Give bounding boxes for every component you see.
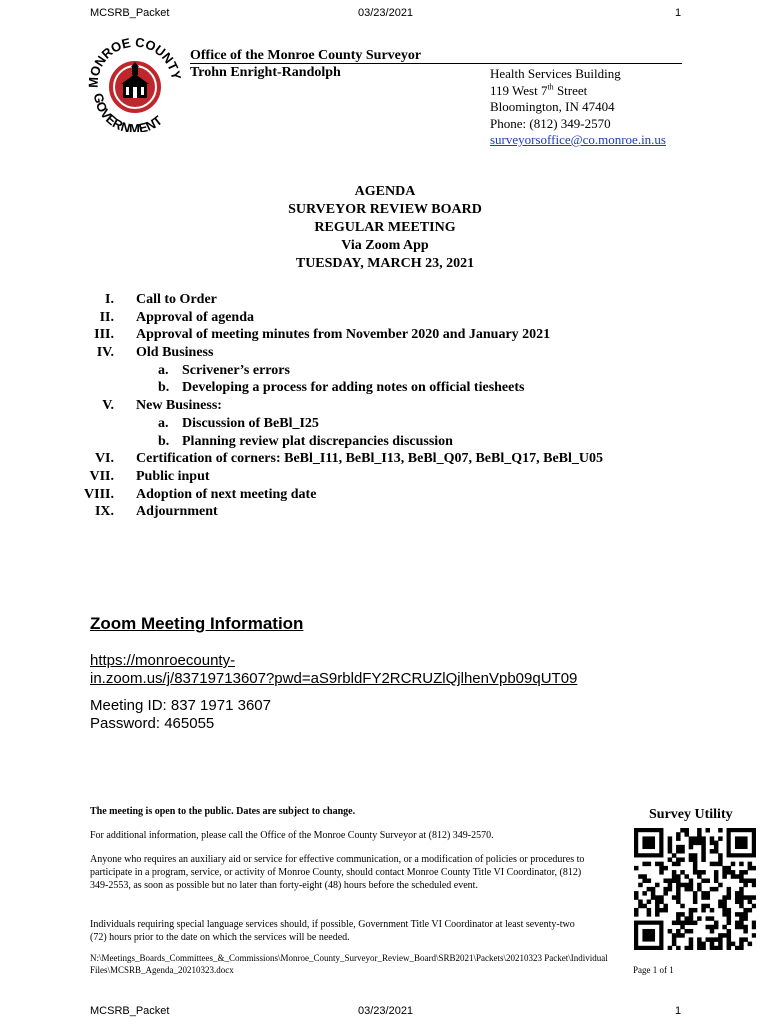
zoom-heading: Zoom Meeting Information: [90, 614, 304, 633]
office-email-link[interactable]: surveyorsoffice@co.monroe.in.us: [490, 132, 666, 147]
street-address: 119 West 7th Street: [490, 82, 588, 98]
office-address: [490, 66, 666, 149]
info-notice: For additional information, please call the Office of the Monroe County Surveyor at (812) 349-2570.: [90, 830, 494, 841]
surveyor-name: Trohn Enright-Randolph: [190, 65, 341, 80]
meeting-type: REGULAR MEETING: [314, 220, 456, 235]
logo-bottom-text: GOVERNMENT: [90, 91, 166, 132]
page-footer-page-number: 1: [675, 1005, 682, 1017]
agenda-subitem: a. Scrivener’s errors: [158, 362, 290, 378]
header-rule: [190, 63, 682, 64]
board-name: SURVEYOR REVIEW BOARD: [288, 202, 482, 217]
agenda-item: IV. Old Business: [96, 345, 214, 361]
agenda-item: VI. Certification of corners: BeBl_I11, BeBl_I13, BeBl_Q07, BeBl_Q17, BeBl_U05: [94, 451, 604, 467]
office-phone: Phone: (812) 349-2570: [490, 115, 611, 131]
agenda-subitem: a. Discussion of BeBl_I25: [158, 415, 319, 431]
agenda-item: VIII. Adoption of next meeting date: [84, 486, 317, 502]
building-name: Health Services Building: [490, 66, 621, 81]
meeting-id: Meeting ID: 837 1971 3607: [90, 697, 271, 714]
zoom-credentials: [90, 697, 271, 733]
survey-utility-qr-code[interactable]: [634, 828, 756, 950]
meeting-date: TUESDAY, MARCH 23, 2021: [295, 256, 475, 271]
agenda-item: IX. Adjournment: [94, 504, 218, 520]
agenda-subitem: b. Developing a process for adding notes on official tiesheets: [158, 380, 525, 396]
agenda-item: V. New Business:: [102, 398, 222, 414]
city-state-zip: Bloomington, IN 47404: [490, 99, 615, 114]
agenda-title-block: [0, 183, 770, 273]
meeting-venue: Via Zoom App: [341, 238, 429, 253]
accessibility-notice: Anyone who requires an auxiliary aid or service for effective communication, or a modification of policies or procedures to participate in a program, service, or activity of Monroe County, should contact Monroe County Title VI Coordinator, (812) 349-2553, as soon as possible but no later than forty-eight (48) hours before the scheduled event.: [90, 854, 585, 891]
agenda-item: III. Approval of meeting minutes from November 2020 and January 2021: [94, 327, 551, 343]
page-count: Page 1 of 1: [633, 965, 674, 975]
public-notice: The meeting is open to the public. Dates are subject to change.: [90, 806, 356, 817]
logo-top-text: ONROE COUNT: [88, 38, 182, 79]
zoom-meeting-link[interactable]: https://monroecounty- in.zoom.us/j/83719713607?pwd=aS9rbldFY2RCRUZlQjlhenVpb09qUT09: [90, 652, 578, 687]
agenda-item: VII. Public input: [89, 468, 210, 484]
page-header-date: 03/23/2021: [358, 7, 414, 19]
page-footer-date: 03/23/2021: [358, 1005, 414, 1017]
agenda-title: AGENDA: [354, 184, 416, 199]
language-services-notice: Individuals requiring special language services should, if possible, Government Title VI Coordinator at least seventy-two (72) hours prior to the date on which the services will be needed.: [90, 919, 575, 943]
agenda-item: II. Approval of agenda: [99, 309, 254, 325]
page-footer-left: MCSRB_Packet: [90, 1005, 170, 1017]
page-header-page-number: 1: [675, 7, 682, 19]
agenda-item: I. Call to Order: [105, 292, 217, 307]
monroe-county-logo: [88, 38, 182, 132]
office-name: Office of the Monroe County Surveyor: [190, 48, 422, 63]
meeting-password: Password: 465055: [90, 715, 215, 732]
qr-label: Survey Utility: [649, 807, 733, 822]
agenda-subitem: b. Planning review plat discrepancies discussion: [158, 433, 453, 449]
page-header-left: MCSRB_Packet: [90, 7, 170, 19]
file-path: N:\Meetings_Boards_Committees_&_Commissions\Monroe_County_Surveyor_Review_Board\SRB2021\Packets\20210323 Packet\Individual Files\MCSRB_Agenda_20210323.docx: [90, 953, 608, 975]
agenda-list: [70, 291, 630, 521]
